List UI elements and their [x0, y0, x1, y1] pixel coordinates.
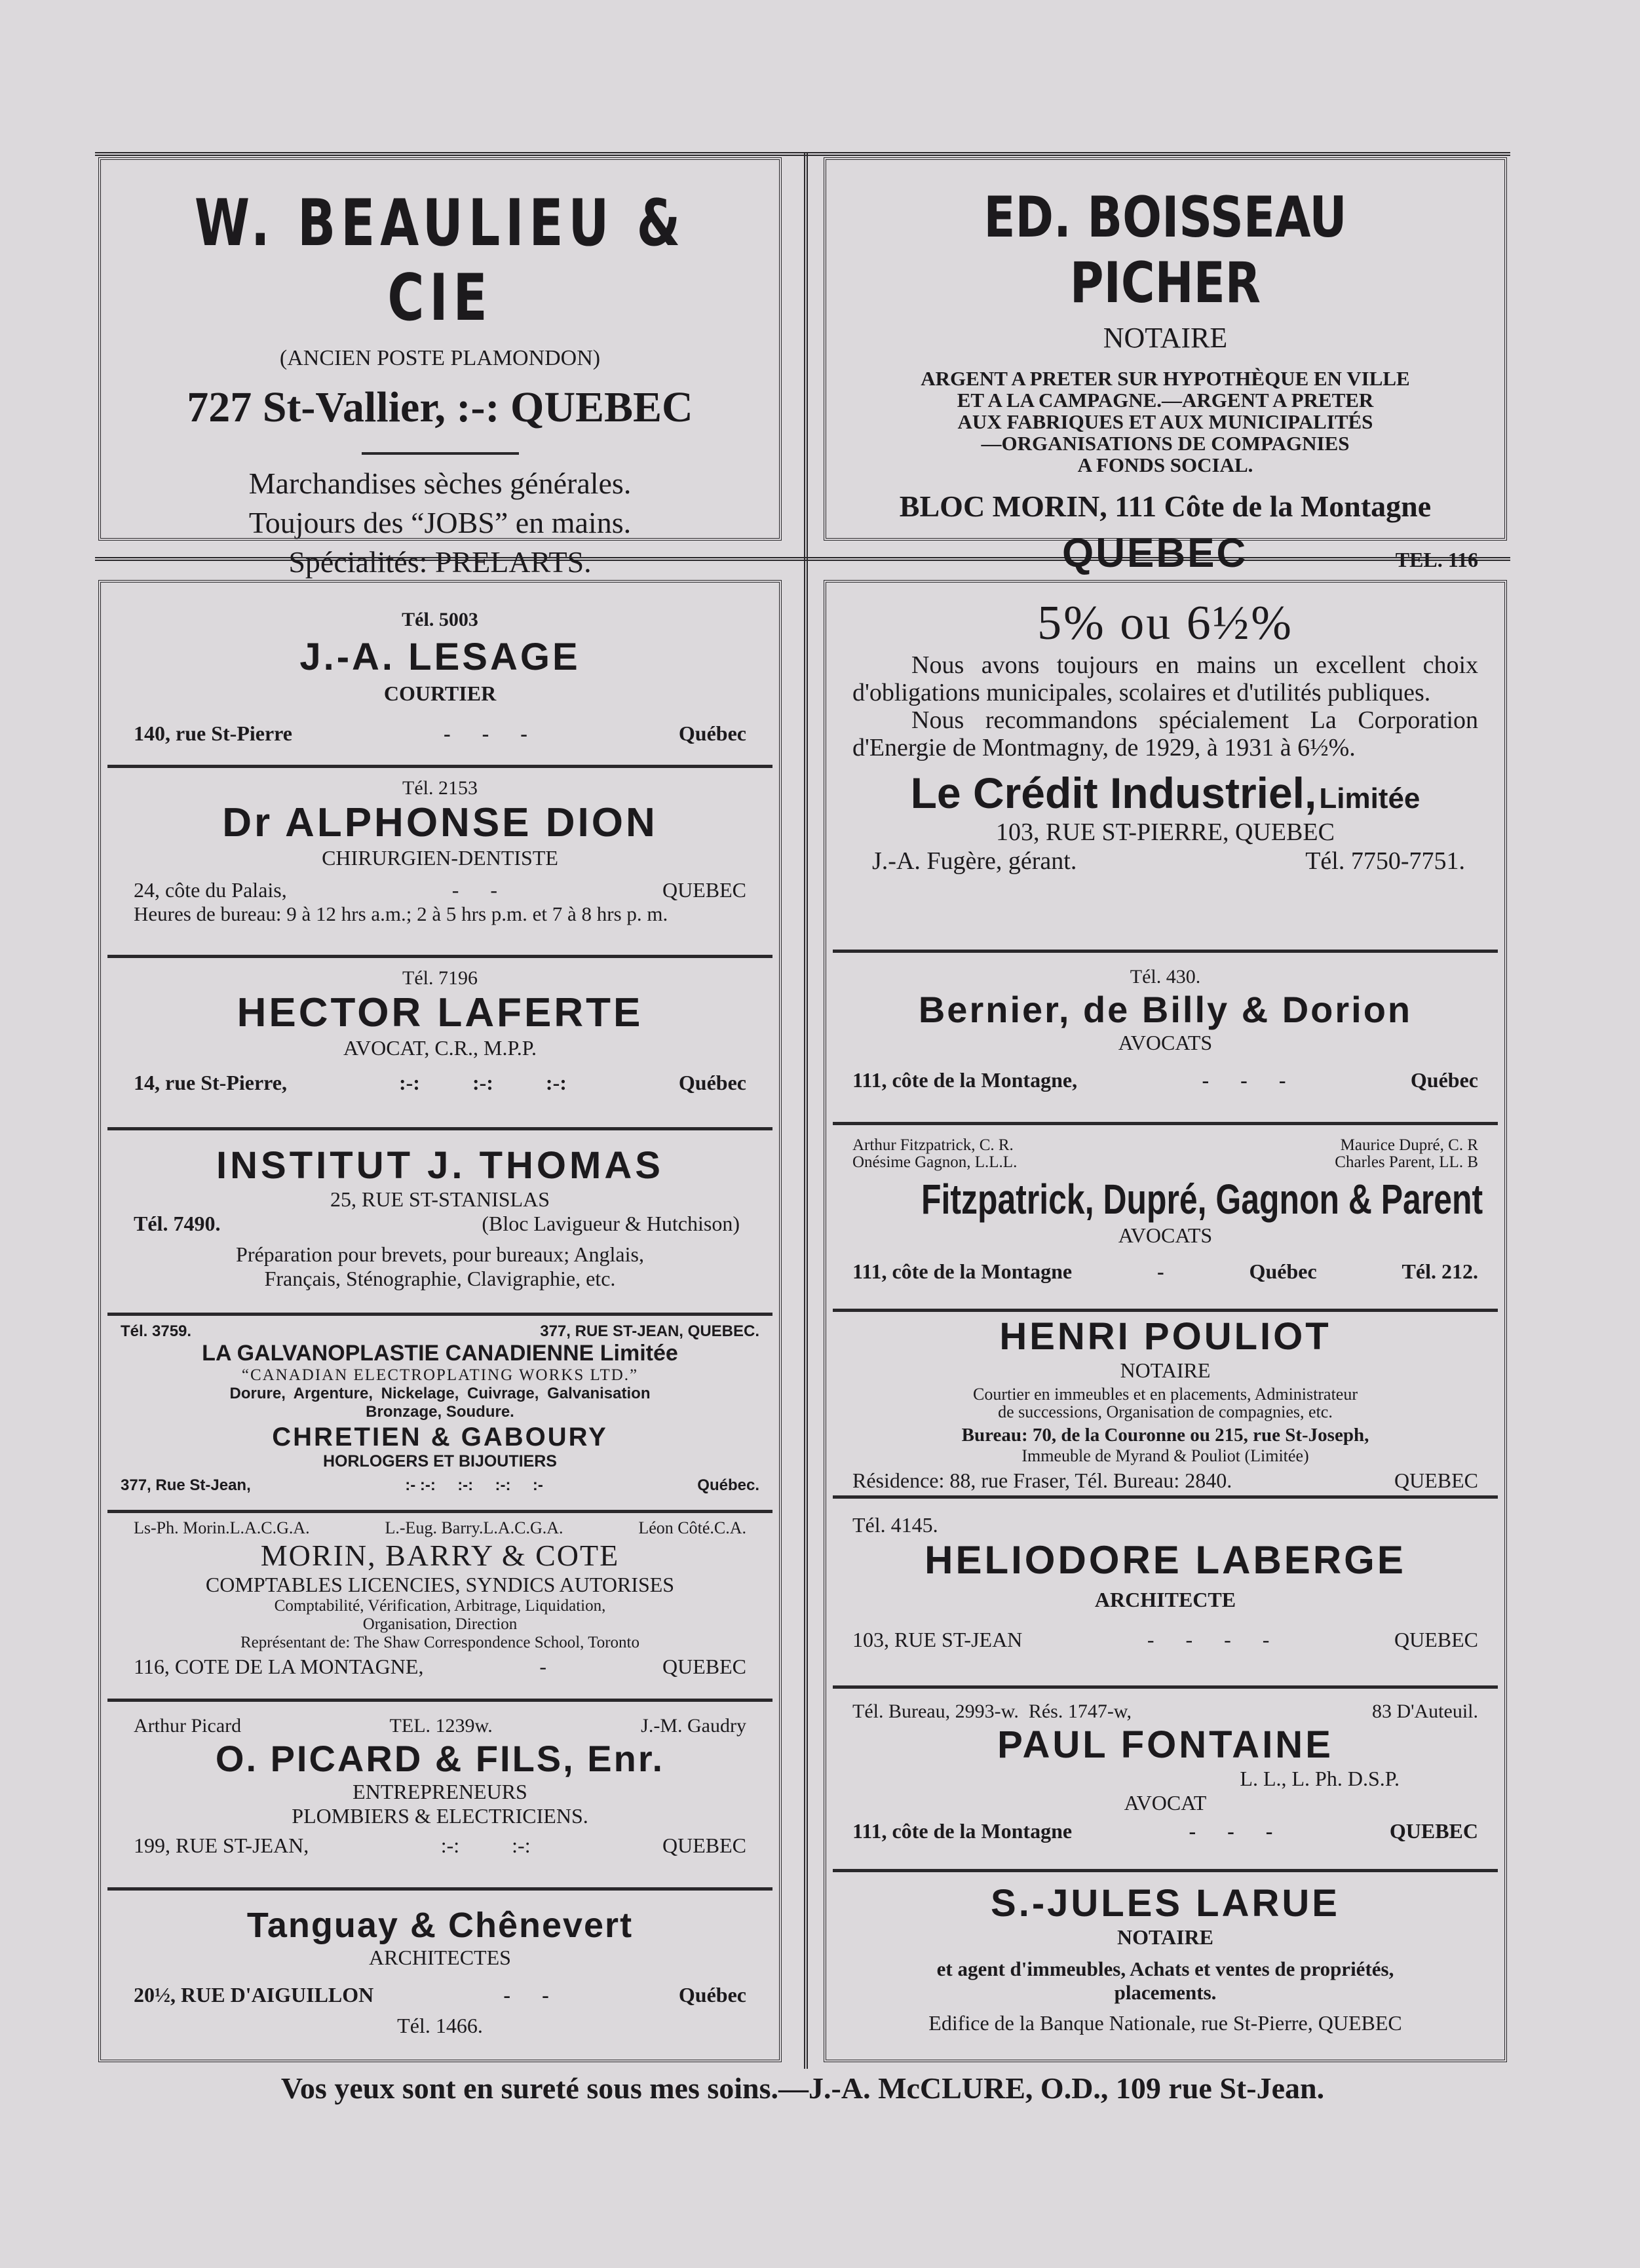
thomas-address: 25, RUE ST-STANISLAS [330, 1187, 550, 1211]
morin-rep: Représentant de: The Shaw Correspondence School, Toronto [240, 1634, 639, 1651]
lesage-name: J.-A. LESAGE [299, 636, 581, 678]
galvano-tel: Tél. 3759. [121, 1322, 192, 1340]
pouliot-title: NOTAIRE [1120, 1358, 1211, 1382]
ad-larue [826, 1872, 1504, 2035]
boisseau-city: QUEBEC [1062, 531, 1248, 576]
lesage-title: COURTIER [383, 682, 497, 705]
thomas-desc2: Français, Sténographie, Clavigraphie, etc. [264, 1267, 616, 1290]
lesage-city: Québec [678, 721, 746, 745]
morin-partner1: Ls-Ph. Morin.L.A.C.G.A. [134, 1518, 310, 1537]
ad-credit [826, 583, 1504, 950]
credit-p1: Nous avons toujours en mains un excellent choix d'obligations municipales, scolaires et d'utilités publiques. [852, 651, 1478, 706]
beaulieu-line3: Spécialités: PRELARTS. [288, 545, 592, 579]
morin-title: COMPTABLES LICENCIES, SYNDICS AUTORISES [205, 1573, 675, 1596]
bernier-name: Bernier, de Billy & Dorion [918, 989, 1413, 1030]
fontaine-title: AVOCAT [1124, 1791, 1207, 1815]
morin-services1: Comptabilité, Vérification, Arbitrage, Liquidation, [274, 1597, 606, 1615]
galvano-owners: CHRETIEN & GABOURY [272, 1423, 608, 1451]
fitz-title: AVOCATS [1118, 1223, 1213, 1247]
larue-desc2: placements. [1114, 1981, 1217, 2004]
picard-title2: PLOMBIERS & ELECTRICIENS. [292, 1804, 588, 1828]
fontaine-name: PAUL FONTAINE [997, 1723, 1333, 1766]
ad-pouliot [826, 1312, 1504, 1495]
ad-lesage [101, 583, 779, 765]
fontaine-city: QUEBEC [1389, 1819, 1478, 1843]
laberge-street: 103, RUE ST-JEAN [852, 1628, 1023, 1651]
laferte-tel: Tél. 7196 [402, 967, 478, 989]
beaulieu-name: W. BEAULIEU & CIE [194, 186, 686, 336]
ad-galvano [101, 1316, 779, 1510]
bernier-tel: Tél. 430. [1130, 966, 1201, 988]
pouliot-name: HENRI POULIOT [999, 1315, 1331, 1358]
galvano-address: 377, RUE ST-JEAN, QUEBEC. [540, 1322, 759, 1340]
galvano-sep: :- :-: :-: :-: :- [405, 1476, 543, 1494]
beaulieu-address: 727 St-Vallier, :-: QUEBEC [187, 383, 693, 431]
beaulieu-rule [362, 452, 519, 455]
fitz-street: 111, côte de la Montagne [852, 1259, 1073, 1283]
laferte-name: HECTOR LAFERTE [237, 990, 643, 1035]
beaulieu-sub: (ANCIEN POSTE PLAMONDON) [279, 346, 601, 370]
dion-hours: Heures de bureau: 9 à 12 hrs a.m.; 2 à 5 hrs p.m. et 7 à 8 hrs p. m. [134, 902, 668, 925]
ad-thomas [101, 1130, 779, 1313]
fitz-partner1: Arthur Fitzpatrick, C. R. [852, 1136, 1014, 1154]
pouliot-building: Immeuble de Myrand & Pouliot (Limitée) [1021, 1446, 1309, 1465]
credit-suffix: Limitée [1319, 782, 1421, 815]
fitz-partner3: Maurice Dupré, C. R [1340, 1136, 1478, 1154]
morin-services2: Organisation, Direction [362, 1615, 518, 1633]
bernier-dashes: - - - [1202, 1068, 1286, 1092]
laferte-title: AVOCAT, C.R., M.P.P. [343, 1036, 537, 1060]
larue-desc1: et agent d'immeubles, Achats et ventes de propriétés, [936, 1957, 1394, 1980]
galvano-owners-title: HORLOGERS ET BIJOUTIERS [323, 1452, 557, 1470]
ad-beaulieu [98, 157, 782, 579]
laberge-tel: Tél. 4145. [852, 1513, 938, 1537]
ad-morin [101, 1513, 779, 1699]
morin-partner3: Léon Côté.C.A. [638, 1518, 746, 1537]
picard-title1: ENTREPRENEURS [353, 1780, 527, 1803]
ad-fontaine [826, 1689, 1504, 1869]
galvano-street: 377, Rue St-Jean, [121, 1476, 251, 1494]
ad-laferte [101, 958, 779, 1127]
fitz-dash: - [1156, 1259, 1164, 1283]
left-column [98, 580, 782, 2062]
galvano-english: “CANADIAN ELECTROPLATING WORKS LTD.” [241, 1366, 639, 1384]
credit-manager: J.-A. Fugère, gérant. [872, 847, 1077, 875]
bernier-city: Québec [1410, 1068, 1478, 1092]
lesage-street: 140, rue St-Pierre [134, 721, 292, 745]
boisseau-text3: AUX FABRIQUES ET AUX MUNICIPALITÉS [957, 410, 1373, 433]
picard-partner2: J.-M. Gaudry [641, 1715, 746, 1737]
thomas-tel: Tél. 7490. [134, 1212, 221, 1235]
galvano-name: LA GALVANOPLASTIE CANADIENNE Limitée [202, 1341, 678, 1366]
laferte-street: 14, rue St-Pierre, [134, 1071, 287, 1094]
pouliot-city: QUEBEC [1394, 1469, 1478, 1492]
boisseau-text4: —ORGANISATIONS DE COMPAGNIES [981, 432, 1350, 455]
ad-boisseau [824, 157, 1507, 576]
boisseau-address: BLOC MORIN, 111 Côte de la Montagne [899, 490, 1432, 523]
ad-laberge [826, 1499, 1504, 1685]
lesage-tel: Tél. 5003 [402, 609, 478, 630]
picard-name: O. PICARD & FILS, Enr. [215, 1738, 665, 1779]
column-divider [804, 152, 808, 2069]
fontaine-tel: Tél. Bureau, 2993-w. Rés. 1747-w, [852, 1701, 1132, 1722]
galvano-city: Québec. [697, 1476, 759, 1494]
larue-name: S.-JULES LARUE [991, 1882, 1340, 1925]
ad-bernier [826, 953, 1504, 1122]
tanguay-name: Tanguay & Chênevert [246, 1906, 634, 1945]
boisseau-text5: A FONDS SOCIAL. [1077, 453, 1253, 476]
beaulieu-line2: Toujours des “JOBS” en mains. [248, 506, 632, 539]
credit-tel: Tél. 7750-7751. [1305, 847, 1465, 875]
fontaine-dashes: - - - [1189, 1819, 1273, 1843]
bernier-street: 111, côte de la Montagne, [852, 1068, 1078, 1092]
laberge-city: QUEBEC [1394, 1628, 1478, 1651]
morin-city: QUEBEC [662, 1655, 746, 1678]
pouliot-desc2: de successions, Organisation de compagnies, etc. [998, 1402, 1333, 1421]
boisseau-text2: ET A LA CAMPAGNE.—ARGENT A PRETER [957, 389, 1374, 412]
credit-address: 103, RUE ST-PIERRE, QUEBEC [996, 818, 1335, 846]
picard-street: 199, RUE ST-JEAN, [134, 1834, 309, 1857]
ad-tanguay [101, 1891, 779, 2038]
dion-street: 24, côte du Palais, [134, 878, 287, 902]
pouliot-bureau: Bureau: 70, de la Couronne ou 215, rue St-Joseph, [961, 1425, 1369, 1446]
tanguay-city: Québec [678, 1983, 746, 2007]
ad-picard [101, 1702, 779, 1887]
larue-address: Edifice de la Banque Nationale, rue St-Pierre, QUEBEC [928, 2011, 1402, 2035]
dion-tel: Tél. 2153 [402, 777, 478, 799]
credit-name: Le Crédit Industriel, [910, 769, 1317, 817]
morin-street: 116, COTE DE LA MONTAGNE, [134, 1655, 424, 1678]
pouliot-residence: Résidence: 88, rue Fraser, Tél. Bureau: 2840. [852, 1469, 1232, 1492]
bernier-title: AVOCATS [1118, 1031, 1213, 1054]
laberge-title: ARCHITECTE [1094, 1588, 1236, 1611]
tanguay-title: ARCHITECTES [369, 1946, 511, 1969]
thomas-desc1: Préparation pour brevets, pour bureaux; Anglais, [236, 1242, 644, 1266]
larue-title: NOTAIRE [1117, 1925, 1213, 1949]
credit-rates: 5% ou 6½% [1037, 596, 1293, 650]
thomas-name: INSTITUT J. THOMAS [216, 1144, 664, 1187]
thomas-bloc: (Bloc Lavigueur & Hutchison) [482, 1212, 740, 1235]
tanguay-tel: Tél. 1466. [397, 2014, 483, 2037]
galvano-services2: Bronzage, Soudure. [366, 1403, 514, 1421]
morin-partner2: L.-Eug. Barry.L.A.C.G.A. [385, 1518, 563, 1537]
top-rule [95, 152, 1510, 156]
dion-city: QUEBEC [662, 878, 746, 902]
picard-tel: TEL. 1239w. [389, 1715, 493, 1737]
picard-partner1: Arthur Picard [134, 1715, 242, 1737]
picard-city: QUEBEC [662, 1834, 746, 1857]
credit-p2: Nous recommandons spécialement La Corporation d'Energie de Montmagny, de 1929, à 1931 à 6½%. [852, 706, 1478, 761]
fitz-partner4: Charles Parent, LL. B [1335, 1153, 1478, 1171]
morin-dash: - [539, 1655, 547, 1678]
fontaine-degrees: L. L., L. Ph. D.S.P. [1240, 1767, 1400, 1790]
laferte-sep: :-: :-: :-: [398, 1071, 567, 1094]
ad-fitzpatrick [826, 1125, 1504, 1309]
laberge-name: HELIODORE LABERGE [925, 1538, 1406, 1582]
ad-dion [101, 768, 779, 955]
boisseau-name: ED. BOISSEAU PICHER [983, 185, 1347, 316]
fitz-city: Québec [1249, 1259, 1317, 1283]
boisseau-text1: ARGENT A PRETER SUR HYPOTHÈQUE EN VILLE [921, 367, 1410, 390]
tanguay-street: 20½, RUE D'AIGUILLON [134, 1983, 374, 2007]
boisseau-title: NOTAIRE [1103, 322, 1228, 354]
fitz-partner2: Onésime Gagnon, L.L.L. [852, 1153, 1018, 1171]
lesage-dashes: - - - [443, 721, 527, 745]
dion-title: CHIRURGIEN-DENTISTE [322, 846, 558, 870]
fontaine-street: 111, côte de la Montagne [852, 1819, 1073, 1843]
footer-line: Vos yeux sont en sureté sous mes soins.—J.-A. McCLURE, O.D., 109 rue St-Jean. [280, 2071, 1325, 2105]
fitz-name: Fitzpatrick, Dupré, Gagnon & Parent [921, 1176, 1483, 1223]
fontaine-addr: 83 D'Auteuil. [1371, 1701, 1478, 1722]
laberge-dashes: - - - - [1147, 1628, 1270, 1651]
right-column [824, 580, 1507, 2062]
boisseau-tel: TEL. 116 [1395, 548, 1478, 571]
fitz-tel: Tél. 212. [1402, 1259, 1478, 1283]
tanguay-dashes: - - [503, 1983, 549, 2007]
galvano-services1: Dorure, Argenture, Nickelage, Cuivrage, Galvanisation [229, 1385, 651, 1402]
dion-dashes: - - [451, 878, 498, 902]
laferte-city: Québec [678, 1071, 746, 1094]
morin-name: MORIN, BARRY & COTE [260, 1539, 620, 1572]
pouliot-desc1: Courtier en immeubles et en placements, Administrateur [972, 1385, 1358, 1404]
beaulieu-line1: Marchandises sèches générales. [248, 467, 632, 500]
picard-sep: :-: :-: [440, 1834, 531, 1857]
dion-name: Dr ALPHONSE DION [222, 800, 658, 845]
